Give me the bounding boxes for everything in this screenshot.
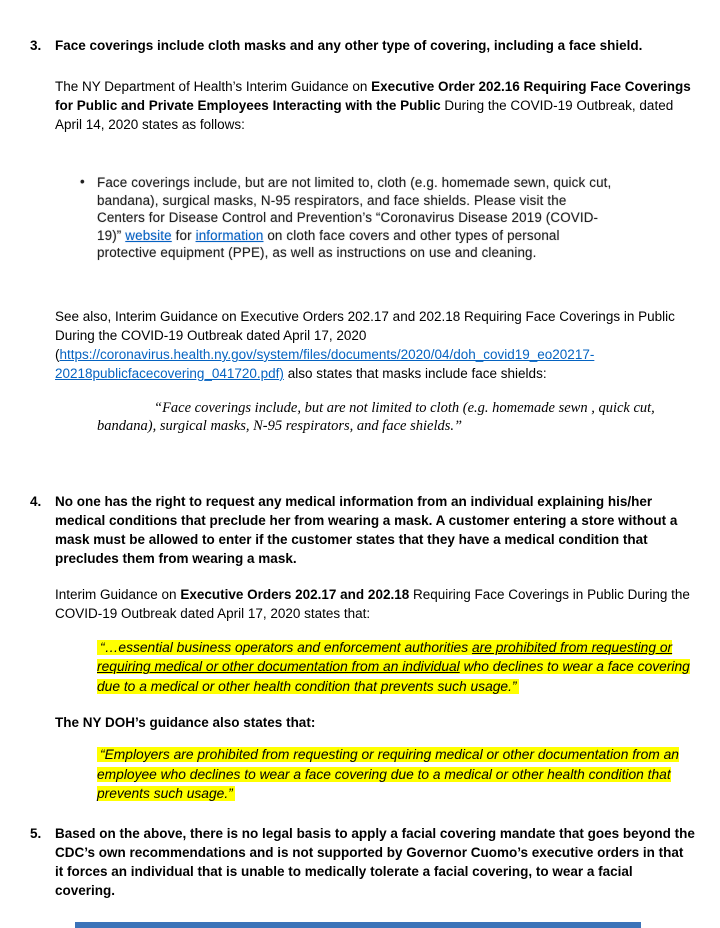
quote-text: who declines to wear a face covering due to a medical or other health condition that prevents such usage.” <box>97 659 690 694</box>
highlighted-text <box>97 640 690 694</box>
paragraph-bold-text: Executive Order 202.16 Requiring Face Coverings for Public and Private Employees Interacting with the Public <box>55 79 691 113</box>
item-4-heading: No one has the right to request any medical information from an individual explaining his/her medical conditions that preclude her from wearing a mask. A customer entering a store without a mask must be allowed to enter if the customer states that they have a medical condition that precludes them from wearing a mask. <box>55 493 678 566</box>
item-4-paragraph-1 <box>55 585 695 623</box>
paragraph-text: See also, Interim Guidance on Executive Orders 202.17 and 202.18 Requiring Face Coverings in Public During the COVID-19 Outbreak dated April 17, 2020 ( <box>55 308 675 362</box>
paragraph-text: Requiring Face Coverings in Public During the COVID-19 Outbreak dated April 17, 2020 states that: <box>55 586 690 621</box>
website-link[interactable]: website <box>125 227 172 243</box>
doh-guidance-url-link[interactable]: https://coronavirus.health.ny.gov/system/files/documents/2020/04/doh_covid19_eo20217-20218publicfacecovering_041720.pdf) <box>55 346 595 381</box>
paragraph-text: The NY Department of Health’s Interim Guidance on <box>55 79 372 94</box>
list-item-5 <box>30 824 695 900</box>
item-3-paragraph-2 <box>55 307 695 383</box>
highlighted-quote-1 <box>97 638 697 697</box>
list-item-3 <box>30 36 695 55</box>
item-3-number: 3. <box>30 38 42 53</box>
item-3-heading: Face coverings include cloth masks and any other type of covering, including a face shield. <box>55 38 643 53</box>
serif-block-quote: “Face coverings include, but are not limited to cloth (e.g. homemade sewn , quick cut, bandana), surgical masks, N-95 respirators, and face shields.” <box>97 399 655 434</box>
list-item-4 <box>30 492 695 568</box>
highlighted-quote-2 <box>97 745 697 804</box>
paragraph-text: During the COVID-19 Outbreak, dated April 14, 2020 states as follows: <box>55 98 674 132</box>
quote-text: “…essential business operators and enforcement authorities <box>100 639 472 655</box>
excerpt-text: Face coverings include, but are not limited to, cloth (e.g. homemade sewn, quick cut, bandana), surgical masks, N-95 respirators, and face shields. Please visit the Centers for Disease Control and Prevention’s “Coronavirus Disease 2019 (COVID-19)” <box>97 175 612 243</box>
highlighted-text: “Employers are prohibited from requesting or requiring medical or other documentation from an employee who declines to wear a face covering due to a medical or other health condition that prevents such usage.” <box>97 747 679 802</box>
paragraph-bold-text: Executive Orders 202.17 and 202.18 <box>180 586 410 602</box>
doh-subheading: The NY DOH’s guidance also states that: <box>55 715 316 731</box>
underlined-quote-text: are prohibited from requesting or requiring medical or other documentation from an individual <box>97 639 673 675</box>
footer-blue-bar <box>75 922 641 928</box>
paragraph-text: Interim Guidance on <box>55 586 181 602</box>
item-4-number: 4. <box>30 493 42 509</box>
item-3-paragraph-1 <box>55 77 695 134</box>
information-link[interactable]: information <box>195 227 264 243</box>
item-5-number: 5. <box>30 825 42 841</box>
embedded-guidance-excerpt <box>78 174 618 262</box>
paragraph-text: also states that masks include face shields: <box>283 365 547 381</box>
excerpt-text: for <box>171 227 196 243</box>
excerpt-text: on cloth face covers and other types of personal protective equipment (PPE), as well as instructions on use and cleaning. <box>97 227 560 261</box>
bullet-marker: • <box>80 174 85 189</box>
item-5-heading: Based on the above, there is no legal basis to apply a facial covering mandate that goes beyond the CDC’s own recommendations and is not supported by Governor Cuomo’s executive orders in that it forces an individual that is unable to medically tolerate a facial covering, to wear a facial covering. <box>55 825 695 898</box>
